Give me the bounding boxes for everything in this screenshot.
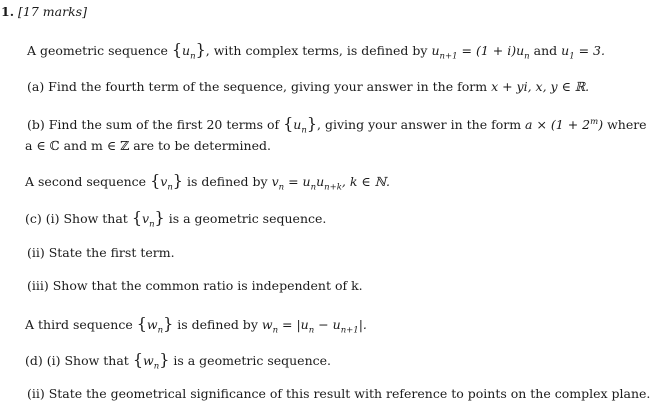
intro-line	[27, 40, 605, 62]
sequence-v: $\{v_n\}$	[150, 171, 183, 193]
intro-text-c: and	[533, 43, 558, 58]
sequence-w: $\{w_n\}$	[136, 314, 174, 336]
third-text-a: A third sequence	[25, 317, 133, 332]
intro-text-b: , with complex terms, is defined by	[205, 43, 428, 58]
part-b-line-2: a ∈ ℂ and m ∈ ℤ are to be determined.	[25, 138, 271, 153]
k-domain: k ∈ ℕ.	[349, 174, 391, 189]
part-b-line	[27, 114, 647, 136]
part-c-i-line	[25, 208, 327, 230]
question-marks: [17 marks]	[18, 4, 87, 19]
part-c-ii-line: (ii) State the first term.	[27, 245, 175, 260]
sequence-w: $\{w_n\}$	[132, 350, 170, 372]
sequence-u: $\{u_n\}$	[171, 40, 206, 62]
part-d-i-end: is a geometric sequence.	[173, 353, 332, 368]
second-text-b: is defined by	[186, 174, 268, 189]
recurrence-equation: $u_{n+1} = (1 + i)u_n$	[431, 43, 530, 62]
question-number: 1.	[1, 4, 15, 19]
part-a-label: (a) Find the fourth term of the sequence, giving your answer in the form	[27, 79, 488, 94]
part-b-mid: , giving your answer in the form	[317, 117, 522, 132]
part-b-where: where	[607, 117, 647, 132]
part-d-i-label: (d) (i) Show that	[25, 353, 129, 368]
w-definition: $w_n = |u_n - u_{n+1}|$.	[261, 317, 367, 336]
part-c-i-end: is a geometric sequence.	[168, 211, 327, 226]
second-text-a: A second sequence	[25, 174, 147, 189]
sequence-u: $\{u_n\}$	[283, 114, 318, 136]
part-b-label: (b) Find the sum of the first 20 terms of	[27, 117, 280, 132]
part-b-form: $a \times (1 + 2^m)$	[525, 116, 604, 132]
part-c-i-label: (c) (i) Show that	[25, 211, 128, 226]
part-c-iii-line: (iii) Show that the common ratio is independent of k.	[27, 278, 363, 293]
part-a-line	[27, 79, 589, 95]
part-a-form: x + yi, x, y ∈ ℝ.	[491, 79, 590, 94]
intro-text-a: A geometric sequence	[27, 43, 168, 58]
part-d-i-line	[25, 350, 332, 372]
second-sequence-line	[25, 171, 391, 193]
initial-term-equation: $u_1 = 3$.	[561, 43, 605, 62]
question-header	[1, 4, 87, 20]
third-sequence-line	[25, 314, 367, 336]
sequence-v: $\{v_n\}$	[131, 208, 165, 230]
third-text-b: is defined by	[177, 317, 258, 332]
v-definition: $v_n = u_nu_{n+k}$,	[271, 174, 346, 193]
part-d-ii-line: (ii) State the geometrical significance of this result with reference to points on the complex plane.	[27, 386, 650, 401]
